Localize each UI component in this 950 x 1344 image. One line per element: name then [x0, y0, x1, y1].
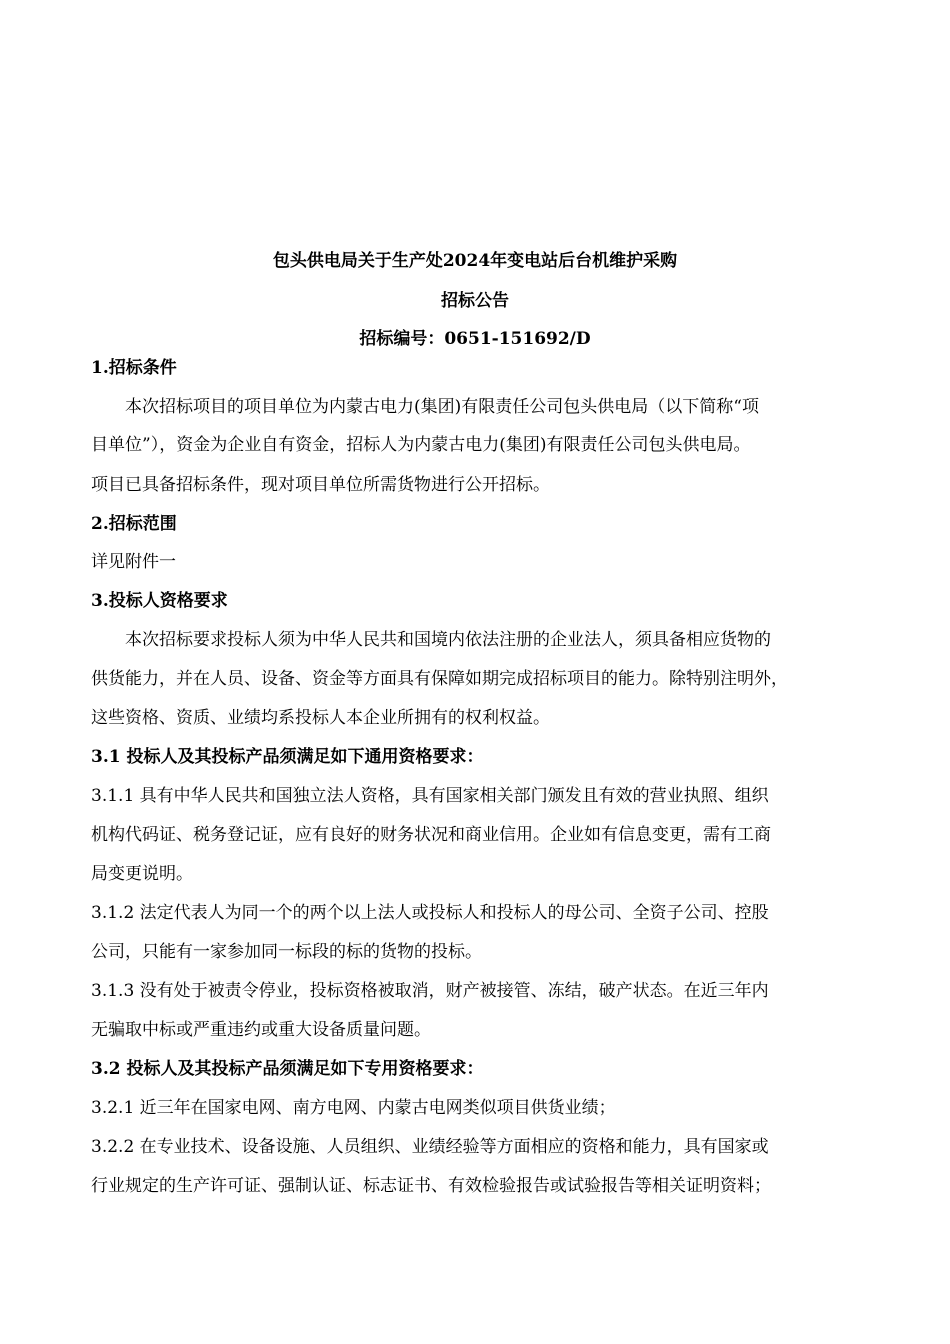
- clause-3-1-1-line: 3.1.1 具有中华人民共和国独立法人资格，具有国家相关部门颁发且有效的营业执照、组织: [91, 786, 769, 806]
- section-3-1-heading: 3.1 投标人及其投标产品须满足如下通用资格要求：: [91, 747, 484, 767]
- tender-number: 招标编号：0651-151692/D: [359, 329, 591, 349]
- document-title: 包头供电局关于生产处2024年变电站后台机维护采购: [272, 251, 678, 271]
- section-2-heading: 2.招标范围: [91, 514, 177, 534]
- section-1-paragraph-line: 目单位”），资金为企业自有资金，招标人为内蒙古电力(集团)有限责任公司包头供电局。: [91, 435, 751, 455]
- document-subtitle: 招标公告: [441, 291, 509, 311]
- section-1-heading: 1.招标条件: [91, 358, 177, 378]
- clause-3-1-2-line: 3.1.2 法定代表人为同一个的两个以上法人或投标人和投标人的母公司、全资子公司、控股: [91, 903, 769, 923]
- section-1-paragraph-line: 项目已具备招标条件，现对项目单位所需货物进行公开招标。: [91, 475, 550, 495]
- clause-3-1-1-line: 局变更说明。: [91, 864, 193, 884]
- clause-3-2-1-line: 3.2.1 近三年在国家电网、南方电网、内蒙古电网类似项目供货业绩；: [91, 1098, 616, 1118]
- clause-3-1-1-line: 机构代码证、税务登记证，应有良好的财务状况和商业信用。企业如有信息变更，需有工商: [91, 825, 771, 845]
- clause-3-1-3-line: 3.1.3 没有处于被责令停业，投标资格被取消，财产被接管、冻结，破产状态。在近三年内: [91, 981, 769, 1001]
- section-1-paragraph-line: 本次招标项目的项目单位为内蒙古电力(集团)有限责任公司包头供电局（以下简称“项: [125, 397, 759, 417]
- section-2-paragraph: 详见附件一: [91, 552, 176, 572]
- section-3-paragraph-line: 这些资格、资质、业绩均系投标人本企业所拥有的权利权益。: [91, 708, 550, 728]
- section-3-paragraph-line: 本次招标要求投标人须为中华人民共和国境内依法注册的企业法人，须具备相应货物的: [125, 630, 771, 650]
- section-3-heading: 3.投标人资格要求: [91, 591, 228, 611]
- clause-3-1-2-line: 公司，只能有一家参加同一标段的标的货物的投标。: [91, 942, 482, 962]
- clause-3-2-2-line: 行业规定的生产许可证、强制认证、标志证书、有效检验报告或试验报告等相关证明资料；: [91, 1176, 771, 1196]
- section-3-2-heading: 3.2 投标人及其投标产品须满足如下专用资格要求：: [91, 1059, 484, 1079]
- section-3-paragraph-line: 供货能力，并在人员、设备、资金等方面具有保障如期完成招标项目的能力。除特别注明外，: [91, 669, 788, 689]
- clause-3-2-2-line: 3.2.2 在专业技术、设备设施、人员组织、业绩经验等方面相应的资格和能力，具有国家或: [91, 1137, 769, 1157]
- clause-3-1-3-line: 无骗取中标或严重违约或重大设备质量问题。: [91, 1020, 431, 1040]
